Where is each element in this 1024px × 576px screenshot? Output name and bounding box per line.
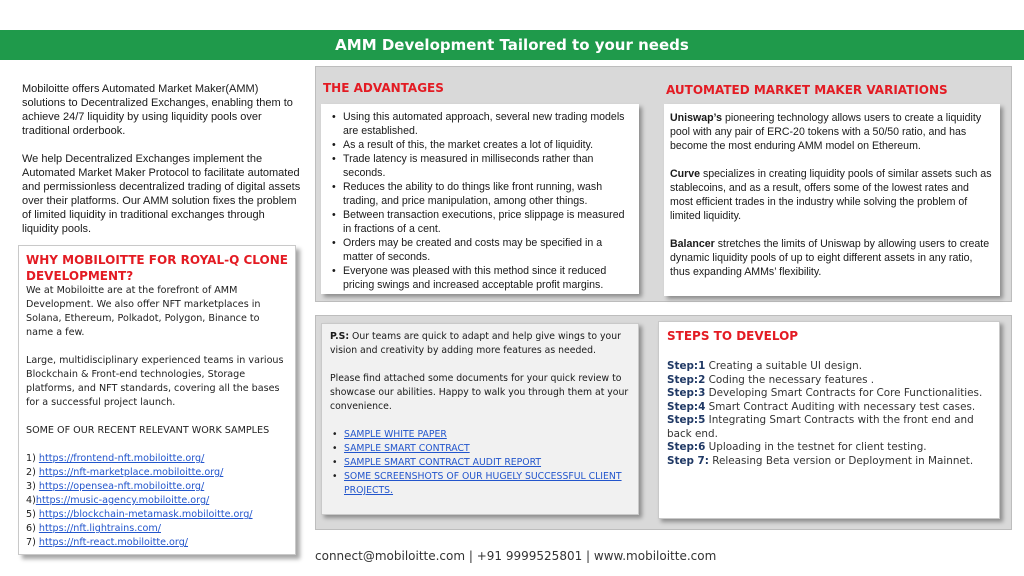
list-item: • Between transaction executions, price slippage is measured in fractions of a cent. [329, 208, 633, 236]
work-sample-link[interactable]: https://nft-marketplace.mobiloitte.org/ [38, 467, 224, 478]
list-item [330, 428, 630, 442]
list-item: • Reduces the ability to do things like front running, wash trading, and price manipulation, among other things. [329, 180, 633, 208]
ps-paragraph-2: Please find attached some documents for your quick review to showcase our abilities. Happy to walk you through them at your convenience. [330, 373, 629, 412]
list-item [330, 456, 630, 470]
work-sample-link[interactable]: https://music-agency.mobiloitte.org/ [35, 495, 210, 506]
work-sample-link[interactable]: https://blockchain-metamask.mobiloitte.org/ [38, 509, 253, 520]
list-item: Step:6 Uploading in the testnet for client testing. [667, 441, 927, 453]
why-text [26, 284, 288, 438]
ps-box [321, 323, 639, 515]
steps-box [658, 321, 1000, 519]
list-item: • Trade latency is measured in milliseconds rather than seconds. [329, 152, 633, 180]
variation-uniswap: Uniswap’s pioneering technology allows users to create a liquidity pool with any pair of ERC-20 tokens with a 50/50 ratio, and has become the most enduring AMM model on Ethereum. [670, 112, 982, 152]
screenshots-link[interactable]: SOME SCREENSHOTS OF OUR HUGELY SUCCESSFUL CLIENT PROJECTS. [344, 471, 622, 496]
why-title: WHY MOBILOITTE FOR ROYAL-Q CLONE DEVELOPMENT? [26, 253, 288, 283]
list-item: 1) https://frontend-nft.mobiloitte.org/ [26, 453, 205, 464]
work-samples-heading: SOME OF OUR RECENT RELEVANT WORK SAMPLES [26, 425, 270, 436]
why-paragraph-2: Large, multidisciplinary experienced teams in various Blockchain & Front-end technologies, Storage platforms, and NFT standards, covering all the bases for a successful project launch. [26, 355, 284, 408]
work-sample-link[interactable]: https://frontend-nft.mobiloitte.org/ [38, 453, 205, 464]
ps-paragraph-1: P.S: Our teams are quick to adapt and help give wings to your vision and creativity by adding more features as needed. [330, 331, 621, 356]
intro-section [22, 82, 302, 250]
list-item: 4)https://music-agency.mobiloitte.org/ [26, 495, 210, 506]
advantages-title: THE ADVANTAGES [323, 81, 444, 95]
list-item: 5) https://blockchain-metamask.mobiloitte.org/ [26, 509, 253, 520]
list-item: • Everyone was pleased with this method since it reduced pricing swings and increased acceptable profit margins. [329, 264, 633, 292]
variations-box [664, 104, 1000, 296]
intro-paragraph-2: We help Decentralized Exchanges implement the Automated Market Maker Protocol to facilitate automated and permissionless decentralized trading of digital assets over their platforms. Our AMM solution fixes the problem of limited liquidity in traditional exchanges through liquidity pools. [22, 153, 301, 235]
list-item: • As a result of this, the market creates a lot of liquidity. [329, 138, 633, 152]
header-bar [0, 30, 1024, 60]
list-item: Step:5 Integrating Smart Contracts with the front end and back end. [667, 414, 974, 440]
list-item: 6) https://nft.lightrains.com/ [26, 523, 161, 534]
advantages-box [321, 104, 639, 294]
work-sample-link[interactable]: https://nft-react.mobiloitte.org/ [38, 537, 189, 548]
work-samples-list [26, 452, 288, 550]
sample-white-paper-link[interactable]: SAMPLE WHITE PAPER [344, 429, 447, 440]
documents-list [330, 428, 630, 498]
list-item: Step:2 Coding the necessary features . [667, 373, 875, 386]
list-item: Step 7: Releasing Beta version or Deployment in Mainnet. [667, 454, 974, 467]
intro-paragraph-1: Mobiloitte offers Automated Market Maker(AMM) solutions to Decentralized Exchanges, enabling them to achieve 24/7 liquidity by using liquidity pools over traditional orderbook. [22, 83, 293, 137]
work-sample-link[interactable]: https://nft.lightrains.com/ [38, 523, 161, 534]
list-item: Step:3 Developing Smart Contracts for Core Functionalities. [667, 387, 983, 399]
steps-list [667, 360, 991, 468]
list-item: 7) https://nft-react.mobiloitte.org/ [26, 537, 189, 548]
contact-footer: connect@mobiloitte.com | +91 9999525801 | www.mobiloitte.com [315, 549, 717, 563]
list-item [330, 470, 630, 498]
variation-curve: Curve specializes in creating liquidity pools of similar assets such as stablecoins, and as a result, offers some of the lowest rates and most efficient trades in the industry while solving the problem of limited liquidity. [670, 168, 992, 222]
list-item: Step:1 Creating a suitable UI design. [667, 360, 863, 372]
list-item: Step:4 Smart Contract Auditing with necessary test cases. [667, 400, 976, 413]
why-paragraph-1: We at Mobiloitte are at the forefront of AMM Development. We also offer NFT marketplaces in Solana, Ethereum, Polkadot, Polygon, Binance to name a few. [26, 285, 261, 338]
sample-smart-contract-link[interactable]: SAMPLE SMART CONTRACT [344, 443, 470, 454]
steps-title: STEPS TO DEVELOP [667, 329, 799, 343]
list-item: 2) https://nft-marketplace.mobiloitte.org/ [26, 467, 224, 478]
list-item [330, 442, 630, 456]
audit-report-link[interactable]: SAMPLE SMART CONTRACT AUDIT REPORT [344, 457, 542, 468]
list-item: 3) https://opensea-nft.mobiloitte.org/ [26, 481, 205, 492]
page-title: AMM Development Tailored to your needs [335, 36, 689, 54]
why-mobiloitte-box [18, 245, 296, 555]
advantages-list [329, 110, 633, 292]
list-item: • Orders may be created and costs may be specified in a matter of seconds. [329, 236, 633, 264]
variations-title: AUTOMATED MARKET MAKER VARIATIONS [666, 83, 948, 97]
work-sample-link[interactable]: https://opensea-nft.mobiloitte.org/ [38, 481, 205, 492]
list-item: • Using this automated approach, several new trading models are established. [329, 110, 633, 138]
variation-balancer: Balancer stretches the limits of Uniswap by allowing users to create dynamic liquidity pools of up to eight different assets in any ratio, thus expanding AMMs’ flexibility. [670, 238, 990, 278]
